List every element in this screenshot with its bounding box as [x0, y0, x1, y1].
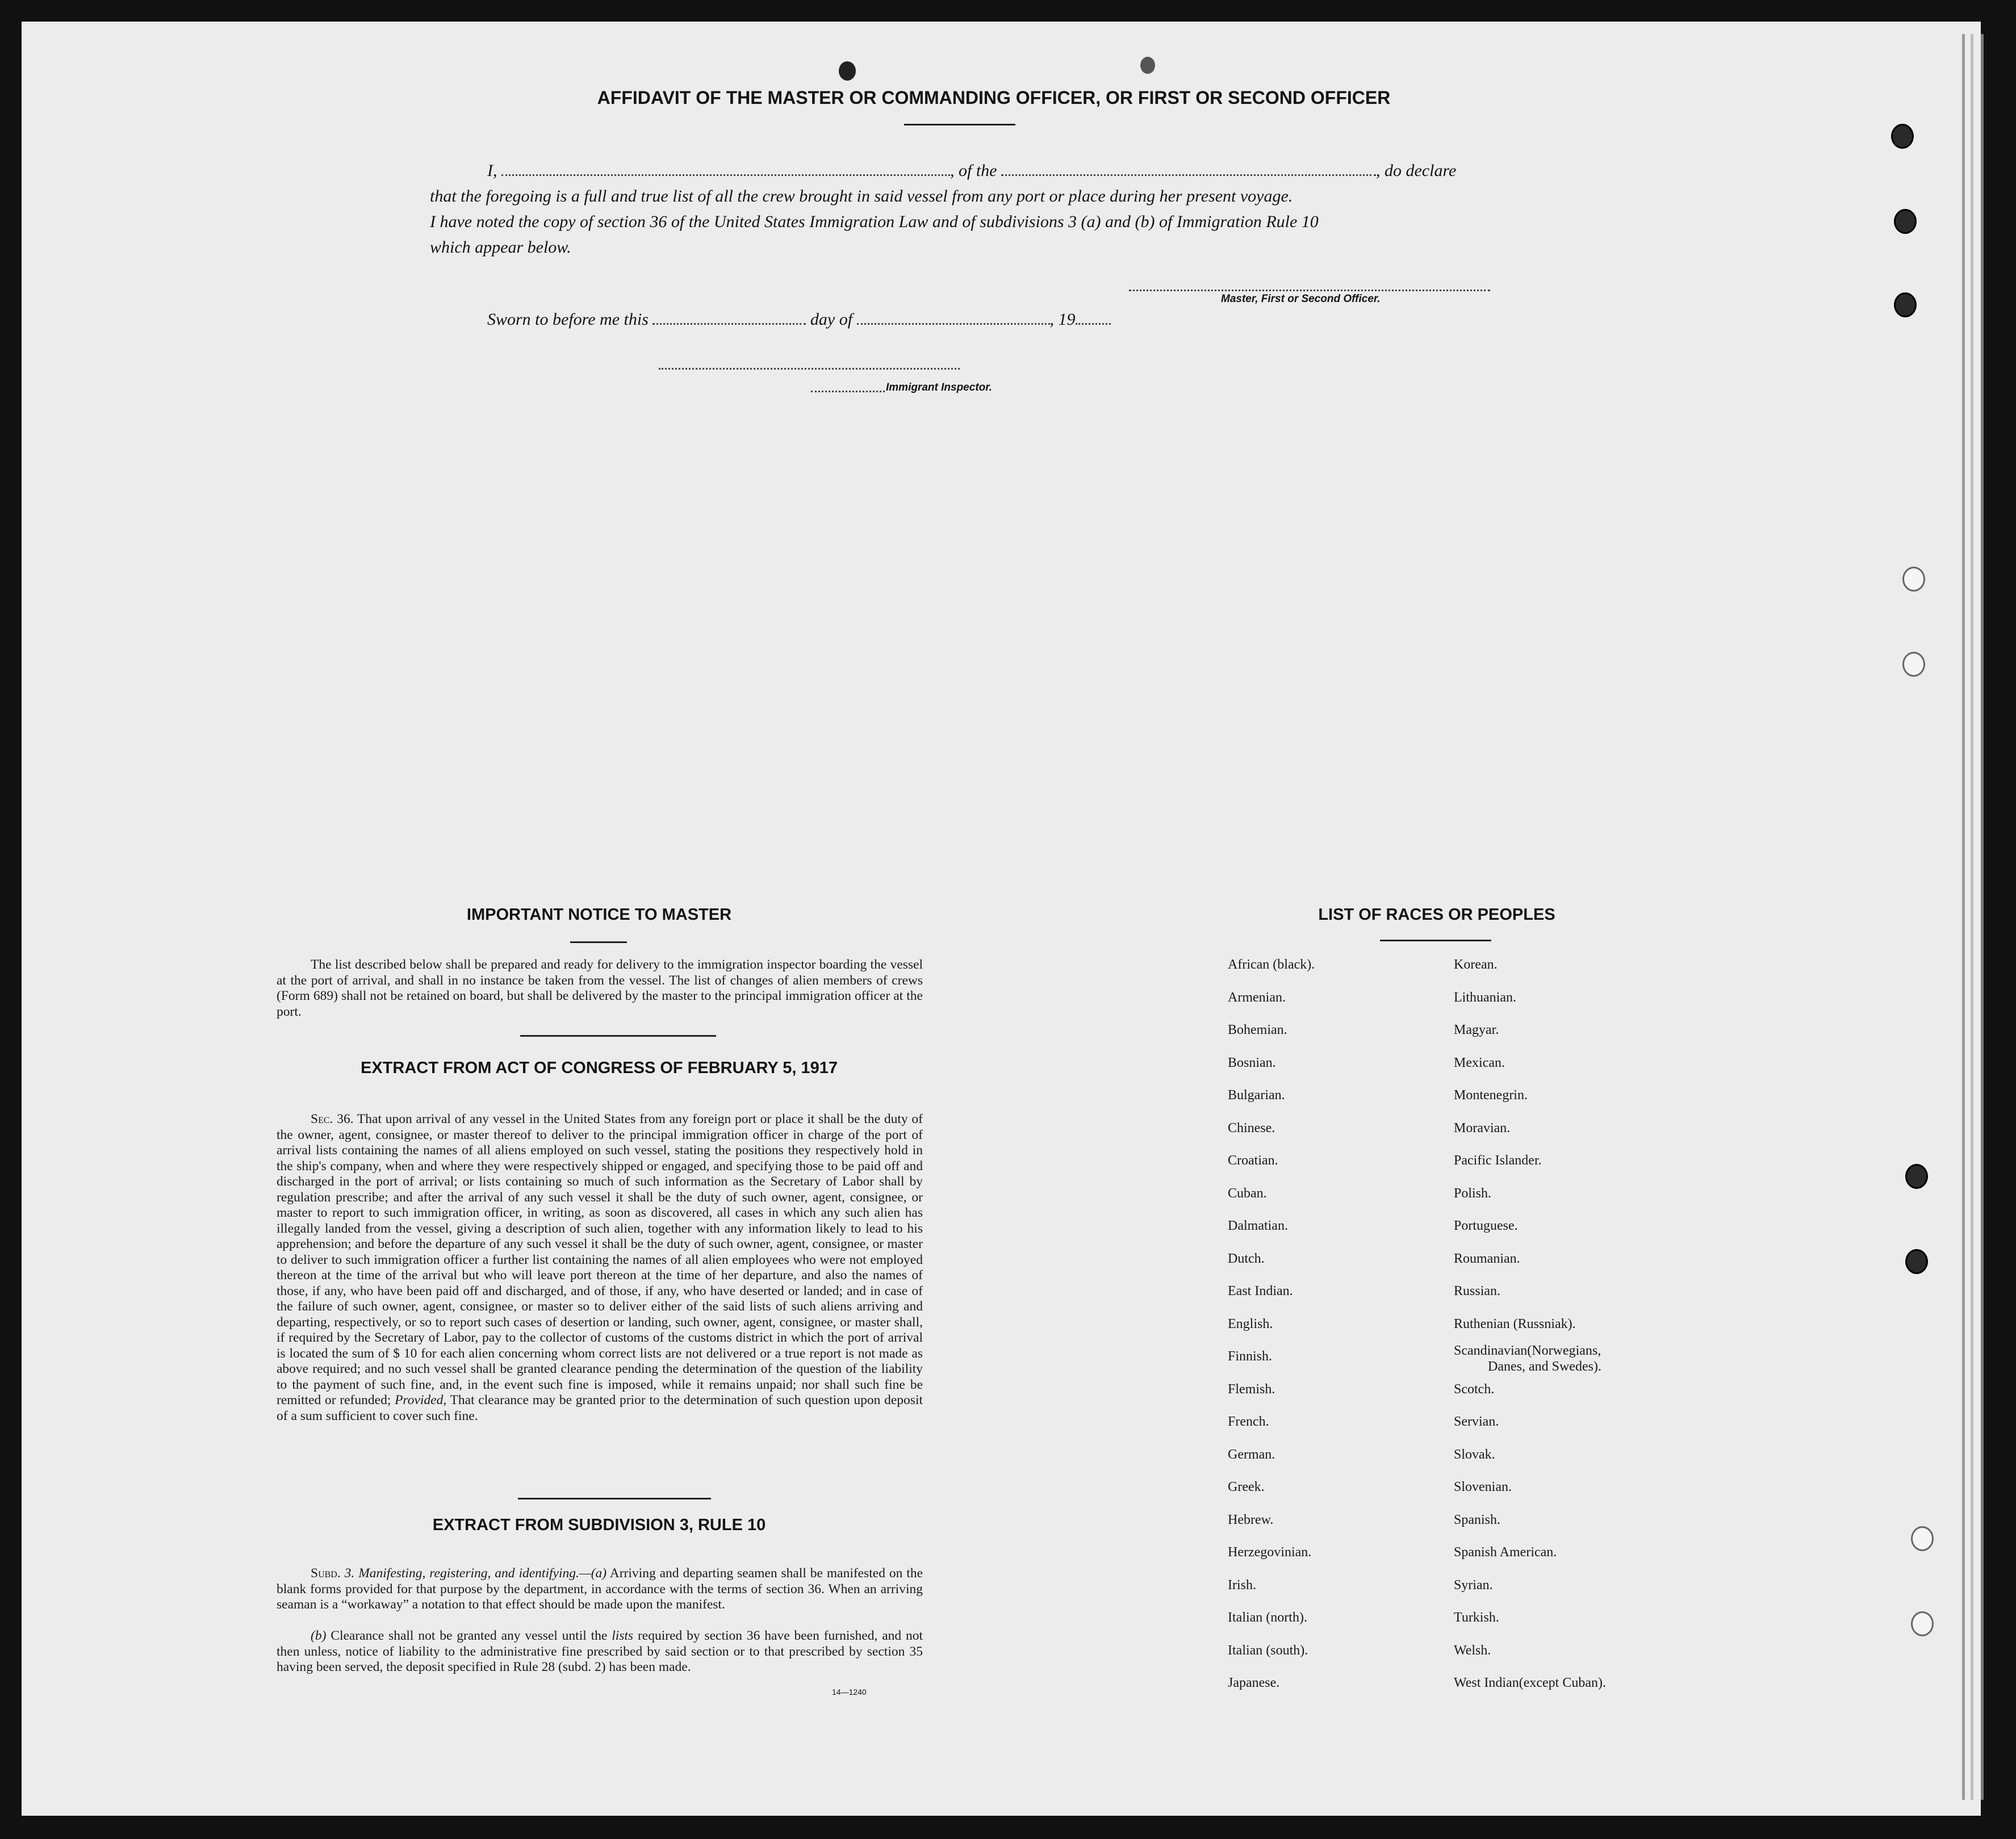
race-item: Servian. — [1454, 1414, 1499, 1429]
rule-subd-b — [277, 1628, 923, 1675]
ink-blot — [839, 61, 856, 81]
sec-label: Sec. — [311, 1112, 333, 1126]
day-of-label: day of — [810, 310, 853, 329]
race-item: Polish. — [1454, 1185, 1492, 1201]
races-column-1 — [1228, 949, 1315, 1700]
race-item: Cuban. — [1228, 1185, 1267, 1201]
punch-hole — [1905, 1164, 1928, 1189]
race-item: East Indian. — [1228, 1284, 1293, 1298]
race-item: Welsh. — [1454, 1643, 1491, 1658]
subd-a-text: Arriving and departing seamen shall be manifested on the blank forms provided for that purpose by the department, in accordance with the terms of section 36. When an arriving seaman is a “workaway” a notation to that effect should be made upon the manifest. — [277, 1566, 923, 1612]
race-item: Italian (north). — [1228, 1610, 1307, 1625]
punch-hole — [1894, 209, 1917, 234]
race-item: Pacific Islander. — [1454, 1153, 1542, 1168]
race-item: Bosnian. — [1228, 1055, 1276, 1070]
notice-title: IMPORTANT NOTICE TO MASTER — [466, 906, 732, 924]
race-item: Slovak. — [1454, 1447, 1495, 1462]
master-name-field[interactable] — [501, 162, 950, 176]
race-item: Bohemian. — [1228, 1023, 1287, 1037]
subd-b-lists: lists — [612, 1628, 634, 1643]
races-title: LIST OF RACES OR PEOPLES — [1318, 906, 1555, 924]
punch-hole — [1905, 1249, 1928, 1274]
race-item: Spanish American. — [1454, 1545, 1557, 1560]
divider — [1380, 940, 1491, 941]
subd-a-heading: 3. Manifesting, registering, and identifying.—(a) — [344, 1566, 607, 1581]
sworn-month-field[interactable] — [857, 311, 1050, 325]
divider — [904, 124, 1015, 125]
punch-hole — [1911, 1526, 1934, 1551]
page-edge — [1962, 34, 1965, 1800]
inspector-signature-line[interactable] — [659, 368, 960, 370]
form-number: 14—1240 — [832, 1687, 867, 1696]
punch-hole — [1902, 567, 1925, 592]
sworn-day-field[interactable] — [653, 311, 806, 325]
race-item: Mexican. — [1454, 1055, 1505, 1070]
races-column-2 — [1454, 949, 1606, 1700]
ink-blot — [1140, 57, 1155, 74]
race-item: Hebrew. — [1228, 1512, 1274, 1527]
of-the-label: , of the — [950, 161, 997, 180]
act-text — [277, 1112, 923, 1424]
race-item: Spanish. — [1454, 1512, 1501, 1527]
race-item: African (black). — [1228, 957, 1315, 972]
race-item: Ruthenian (Russniak). — [1454, 1316, 1576, 1331]
race-item: Lithuanian. — [1454, 990, 1516, 1005]
race-item-line: Scandinavian(Norwegians, — [1454, 1343, 1601, 1358]
race-item: Magyar. — [1454, 1023, 1499, 1037]
punch-hole — [1894, 292, 1917, 317]
race-item: German. — [1228, 1447, 1275, 1462]
race-item: Greek. — [1228, 1480, 1265, 1494]
race-item: Slovenian. — [1454, 1480, 1512, 1494]
punch-hole — [1902, 652, 1925, 677]
race-item: Scotch. — [1454, 1381, 1495, 1397]
race-item: Portuguese. — [1454, 1218, 1518, 1233]
race-item: Turkish. — [1454, 1610, 1499, 1625]
punch-hole — [1891, 124, 1914, 149]
race-item: West Indian(except Cuban). — [1454, 1675, 1606, 1690]
notice-text: The list described below shall be prepared and ready for delivery to the immigration inspector boarding the vessel at the port of arrival, and shall in no instance be taken from the vessel. The list of changes of alien members of crews (Form 689) shall not be retained on board, but shall be delivered by the master to the principal immigration officer at the port. — [277, 957, 923, 1019]
divider — [570, 941, 627, 943]
divider — [518, 1498, 711, 1499]
i-label: I, — [487, 161, 497, 180]
race-item: Herzegovinian. — [1228, 1545, 1312, 1560]
act-title: EXTRACT FROM ACT OF CONGRESS OF FEBRUARY 5, 1917 — [360, 1059, 838, 1077]
race-item: Montenegrin. — [1454, 1088, 1528, 1103]
race-item: Roumanian. — [1454, 1251, 1520, 1266]
affidavit-line-4: which appear below. — [430, 238, 571, 257]
officer-signature-line[interactable] — [1129, 290, 1490, 291]
race-item: Syrian. — [1454, 1577, 1493, 1593]
race-item-line: Danes, and Swedes). — [1488, 1359, 1601, 1374]
subd-b-text1: Clearance shall not be granted any vessel until the — [331, 1628, 608, 1643]
officer-signature-label: Master, First or Second Officer. — [1221, 293, 1381, 305]
rule-title: EXTRACT FROM SUBDIVISION 3, RULE 10 — [432, 1516, 766, 1534]
year-label: , 19 — [1049, 310, 1076, 329]
provided-label: Provided, — [395, 1393, 447, 1407]
do-declare-label: , do declare — [1376, 161, 1457, 180]
punch-hole — [1911, 1611, 1934, 1636]
race-item: French. — [1228, 1414, 1269, 1429]
race-item: Moravian. — [1454, 1120, 1511, 1136]
vessel-name-field[interactable] — [1001, 162, 1376, 176]
divider — [520, 1035, 716, 1037]
race-item: Italian (south). — [1228, 1643, 1308, 1658]
race-item: Japanese. — [1228, 1675, 1280, 1690]
race-item: Finnish. — [1228, 1349, 1273, 1364]
race-item: Croatian. — [1228, 1153, 1278, 1168]
race-item: Irish. — [1228, 1577, 1256, 1593]
race-item — [1454, 1340, 1606, 1373]
race-item: Bulgarian. — [1228, 1088, 1285, 1103]
page-edge — [1981, 34, 1984, 1800]
sworn-year-field[interactable] — [1076, 311, 1111, 325]
rule-subd-a — [277, 1566, 923, 1613]
act-text-part1: 36. That upon arrival of any vessel in the United States from any foreign port or place it shall be the duty of the owner, agent, consignee, or master thereof to deliver to the principal immigration officer in charge of the port of arrival lists containing the names of all aliens employed on such vessel, stating the positions they respectively hold in the ship's company, when and where they were respectively shipped or engaged, and specifying those to be paid off and discharged in the port of arrival; or lists containing so much of such information as the Secretary of Labor shall by regulation prescribe; and after the arrival of any such vessel it shall be the duty of such owner, agent, consignee, or master to report to such immigration officer, in writing, as soon as discovered, all cases in which any such alien has illegally landed from the vessel, giving a description of such alien, together with any information likely to lead to his apprehension; and before the departure of any such vessel it shall be the duty of such owner, agent, consignee, or master to deliver to such immigration officer a further list containing the names of all alien employees who were not employed thereon at the time of the arrival but who will leave port thereon at the time of her departure, and also the names of those, if any, who have been paid off and discharged, and of those, if any, who have deserted or landed; and in case of the failure of such owner, agent, consignee, or master so to deliver either of the said lists of such aliens arriving and departing, respectively, or so to report such cases of desertion or landing, such owner, agent, consignee, or master shall, if required by the Secretary of Labor, pay to the collector of customs of the customs district in which the port of arrival is located the sum of $ 10 for each alien concerning whom correct lists are not delivered or a true report is not made as above required; and no such vessel shall be granted clearance pending the determination of the question of the liability to the payment of such fine, and, in the event such fine is imposed, while it remains unpaid; nor shall such fine be remitted or refunded; — [277, 1112, 923, 1407]
sworn-label: Sworn to before me this — [487, 310, 649, 329]
race-item: Flemish. — [1228, 1381, 1275, 1397]
page-edge — [1971, 34, 1973, 1800]
affidavit-line-1 — [487, 158, 1456, 183]
race-item: Armenian. — [1228, 990, 1286, 1005]
inspector-label: Immigrant Inspector. — [886, 382, 992, 393]
race-item: Korean. — [1454, 957, 1498, 972]
race-item: English. — [1228, 1316, 1273, 1331]
affidavit-line-2: that the foregoing is a full and true list of all the crew brought in said vessel from any port or place during her present voyage. — [430, 187, 1293, 206]
affidavit-line-3: I have noted the copy of section 36 of the United States Immigration Law and of subdivisions 3 (a) and (b) of Immigration Rule 10 — [430, 212, 1319, 231]
act-text-part2: That clearance may be granted prior to the determination of such question upon deposit of a sum sufficient to cover such fine. — [277, 1393, 923, 1423]
race-item: Dalmatian. — [1228, 1218, 1288, 1233]
sworn-line — [487, 307, 1111, 332]
subd-b-label: (b) — [311, 1628, 327, 1643]
subd-label: Subd. — [311, 1566, 341, 1581]
race-item: Russian. — [1454, 1284, 1501, 1298]
race-item: Dutch. — [1228, 1251, 1265, 1266]
affidavit-title: AFFIDAVIT OF THE MASTER OR COMMANDING OFFICER, OR FIRST OR SECOND OFFICER — [597, 87, 1391, 108]
race-item: Chinese. — [1228, 1120, 1275, 1136]
inspector-dots — [811, 391, 885, 392]
subd-b-text2: required by section 36 have been furnished, and not then unless, notice of liability to the administrative fine prescribed by said section or to that prescribed by section 35 having been served, the deposit specified in Rule 28 (subd. 2) has been made. — [277, 1628, 923, 1674]
